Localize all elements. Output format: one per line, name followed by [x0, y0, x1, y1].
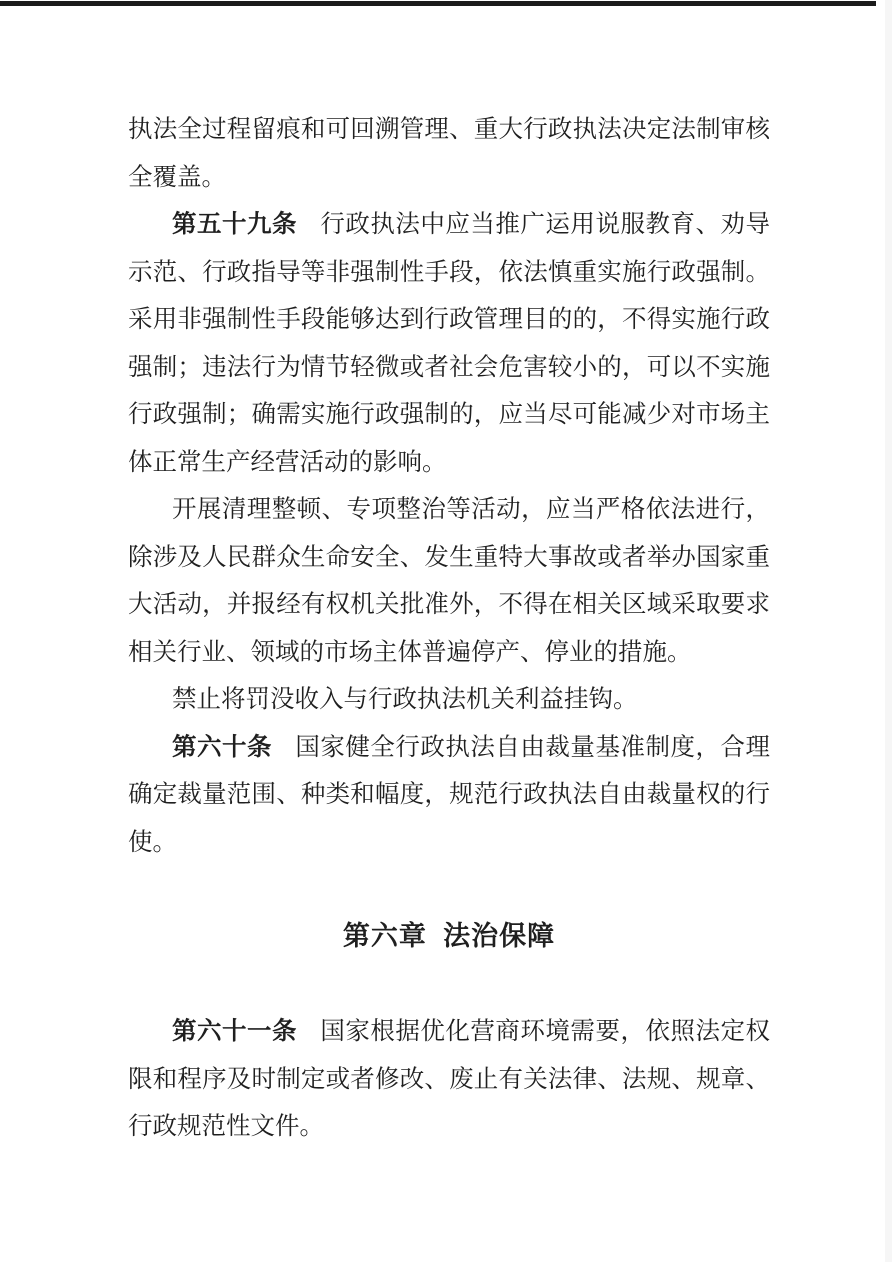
article-61-number: 第六十一条: [172, 1018, 298, 1045]
paragraph-article-60: [128, 724, 770, 867]
article-59-number: 第五十九条: [172, 211, 298, 238]
paragraph-article-61: [128, 1008, 770, 1151]
article-60-text: 国家健全行政执法自由裁量基准制度，合理确定裁量范围、种类和幅度，规范行政执法自由裁量权的行使。: [128, 733, 771, 856]
paragraph-article-59: [128, 201, 770, 486]
article-61-text: 国家根据优化营商环境需要，依照法定权限和程序及时制定或者修改、废止有关法律、法规、规章、行政规范性文件。: [128, 1018, 771, 1140]
chapter-6-heading: [128, 912, 770, 960]
chapter-6-title: 法治保障: [443, 921, 556, 951]
chapter-6-number: 第六章: [342, 921, 427, 951]
paragraph-continuation: 执法全过程留痕和可回溯管理、重大行政执法决定法制审核全覆盖。: [128, 116, 770, 191]
document-body: [128, 0, 770, 1151]
paragraph-fines-prohibition: 禁止将罚没收入与行政执法机关利益挂钩。: [172, 686, 638, 713]
article-59-text: 行政执法中应当推广运用说服教育、劝导示范、行政指导等非强制性手段，依法慎重实施行政强制。采用非强制性手段能够达到行政管理目的的，不得实施行政强制；违法行为情节轻微或者社会危害较小的，可以不实施行政强制；确需实施行政强制的，应当尽可能减少对市场主体正常生产经营活动的影响。: [128, 211, 771, 476]
paragraph-cleanup-campaigns: 开展清理整顿、专项整治等活动，应当严格依法进行，除涉及人民群众生命安全、发生重特大事故或者举办国家重大活动，并报经有权机关批准外，不得在相关区域采取要求相关行业、领域的市场主体普遍停产、停业的措施。: [128, 496, 770, 666]
article-60-number: 第六十条: [172, 733, 273, 761]
scan-artifact-right-edge: [885, 0, 892, 1262]
